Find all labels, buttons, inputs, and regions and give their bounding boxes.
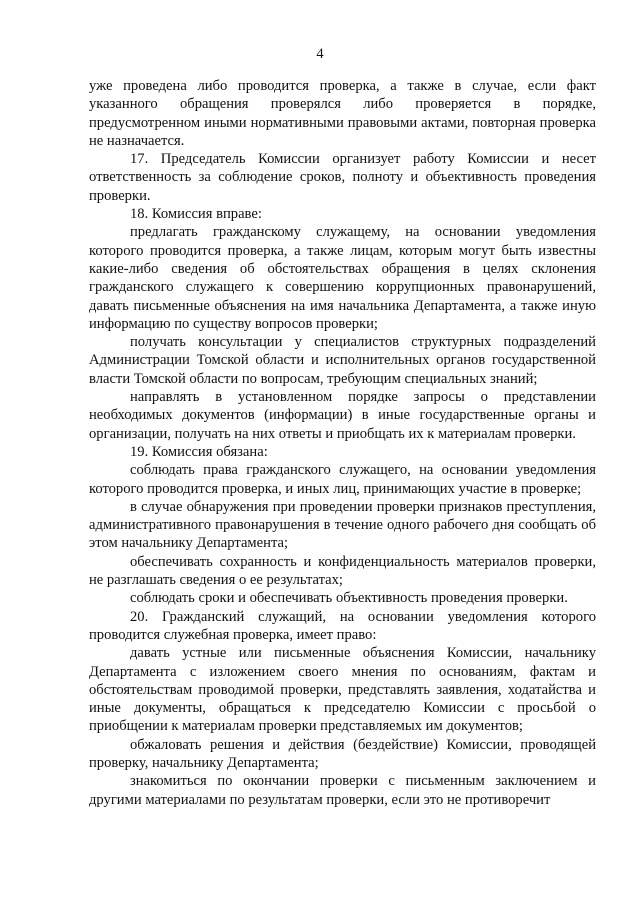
paragraph-clause-18: 18. Комиссия вправе:	[130, 206, 262, 223]
paragraph-continuation: уже проведена либо проводится проверка, а также в случае, если факт указанного обращения проверялся либо проверяется в порядке, предусмотренном иными нормативными правовыми актами, повторная проверка не назначается.	[89, 78, 596, 149]
paragraph-clause-19-item-1: соблюдать права гражданского служащего, на основании уведомления которого проводится проверка, и иных лиц, принимающих участие в проверке;	[89, 462, 596, 497]
paragraph-clause-19-item-3: обеспечивать сохранность и конфиденциальность материалов проверки, не разглашать сведения о ее результатах;	[89, 553, 596, 589]
paragraph-clause-18-item-2: получать консультации у специалистов структурных подразделений Администрации Томской области и исполнительных органов государственной власти Томской области по вопросам, требующим специальных знаний;	[89, 334, 596, 387]
paragraph-clause-20: 20. Гражданский служащий, на основании уведомления которого проводится служебная проверка, имеет право:	[89, 608, 596, 643]
paragraph-clause-18-item-1: предлагать гражданскому служащему, на основании уведомления которого проводится проверка, а также лицам, которым могут быть известны какие-либо сведения об обстоятельствах обращения в целях склонения гражданского служащего к совершению коррупционных правонарушений, давать письменные объяснения на имя начальника Департамента, а также иную информацию по существу вопросов проверки;	[89, 224, 596, 332]
paragraph-clause-20-item-3: знакомиться по окончании проверки с письменным заключением и другими материалами по результатам проверки, если это не противоречит	[89, 773, 596, 808]
paragraph-clause-18-item-3: направлять в установленном порядке запросы о представлении необходимых документов (информации) в иные государственные органы и организации, получать на них ответы и приобщать их к материалам проверки.	[89, 389, 596, 442]
paragraph-clause-19-item-4: соблюдать сроки и обеспечивать объективность проведения проверки.	[130, 590, 568, 607]
page-number: 4	[316, 46, 324, 62]
paragraph-clause-20-item-1: давать устные или письменные объяснения Комиссии, начальнику Департамента с изложением своего мнения по основаниям, фактам и обстоятельствам проводимой проверки, представлять заявления, ходатайства и иные документы, обращаться к председателю Комиссии с просьбой о приобщении к материалам проверки представляемых им документов;	[89, 645, 596, 735]
paragraph-clause-17: 17. Председатель Комиссии организует работу Комиссии и несет ответственность за соблюдение сроков, полноту и объективность проведения проверки.	[89, 151, 596, 204]
paragraph-clause-19: 19. Комиссия обязана:	[130, 443, 268, 460]
paragraph-clause-20-item-2: обжаловать решения и действия (бездействие) Комиссии, проводящей проверку, начальнику Департамента;	[89, 736, 596, 771]
document-body	[89, 77, 596, 809]
paragraph-clause-19-item-2: в случае обнаружения при проведении проверки признаков преступления, административного правонарушения в течение одного рабочего дня сообщать об этом начальнику Департамента;	[89, 498, 596, 552]
